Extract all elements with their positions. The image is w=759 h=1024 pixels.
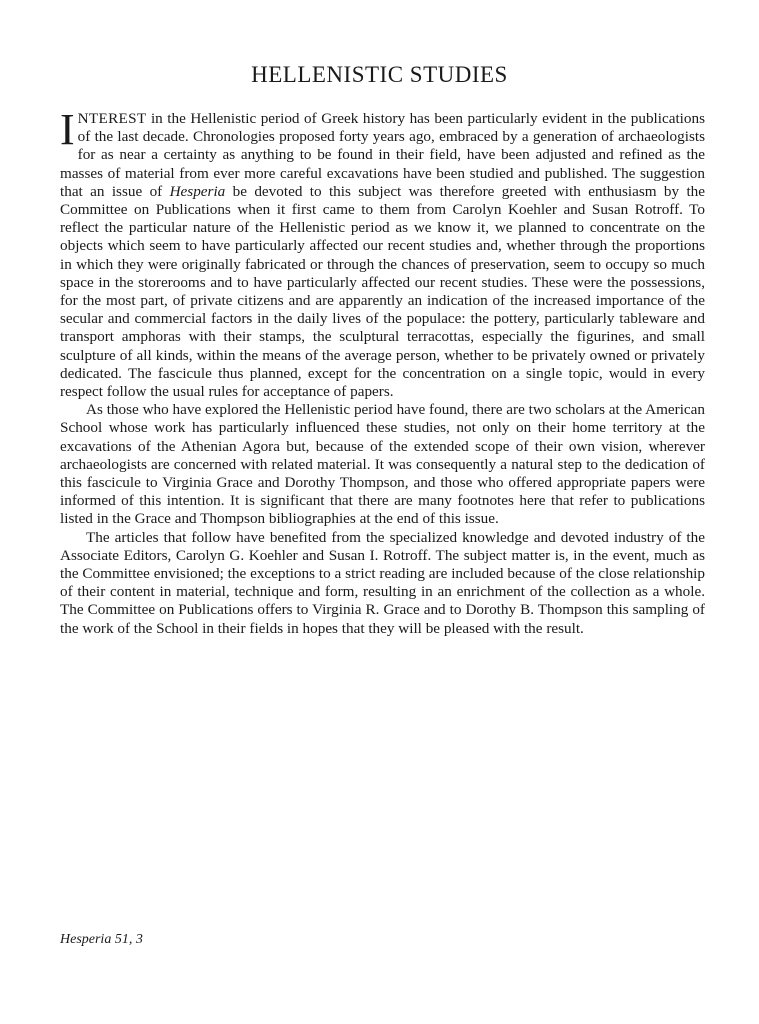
lead-word: NTEREST — [77, 110, 147, 127]
journal-citation: Hesperia 51, 3 — [60, 932, 143, 947]
drop-cap: I — [60, 105, 75, 154]
paragraph-3: The articles that follow have benefited from the specialized knowledge and devoted industry of the Associate Editors, Carolyn G. Koehler and Susan I. Rotroff. The subject matter is, in the event, much as the Committee envisioned; the exceptions to a strict reading are included because of the close relationship of their content in material, technique and form, resulting in an enrichment of the collection as a whole. The Committee on Publications offers to Virginia R. Grace and to Dorothy B. Thompson this sampling of the work of the School in their fields in hopes that they will be pleased with the result. — [60, 528, 705, 637]
paragraph-1 — [60, 105, 706, 401]
article-body — [60, 105, 706, 638]
paragraph-1-text-a: in the Hellenistic period of Greek history has been particularly evident in the publications of the last decade. Chronologies proposed forty years ago, embraced by a generation of archaeologists for as near a certainty as anything to be found in their field, have been adjusted and refined as the masses of material from ever more careful excavations have been studied and published. The suggestion that an issue of — [60, 110, 705, 200]
page-title: HELLENISTIC STUDIES — [251, 62, 508, 87]
paragraph-2: As those who have explored the Hellenistic period have found, there are two scholars at the American School whose work has particularly influenced these studies, not only on their home territory at the excavations of the Athenian Agora but, because of the extended scope of their own vision, wherever archaeologists are concerned with related material. It was consequently a natural step to the dedication of this fascicule to Virginia Grace and Dorothy Thompson, and those who offered appropriate papers were informed of this intention. It is significant that there are many footnotes here that refer to publications listed in the Grace and Thompson bibliographies at the end of this issue. — [60, 401, 705, 528]
journal-name: Hesperia — [169, 182, 226, 200]
paragraph-1-text-b: be devoted to this subject was therefore greeted with enthusiasm by the Committee on Publications when it first came to them from Carolyn Koehler and Susan Rotroff. To reflect the particular nature of the Hellenistic period as we know it, we planned to concentrate on the objects which seem to have particularly affected our recent studies and, whether through the proportions in which they were originally fabricated or through the chances of preservation, seem to occupy so much space in the storerooms and to have particularly affected our recent studies. These were the possessions, for the most part, of private citizens and are apparently an indication of the increased importance of the secular and commercial factors in the daily lives of the populace: the pottery, particularly tableware and transport amphoras with their stamps, the sculptural terracottas, especially the figurines, and small sculpture of all kinds, within the means of the average person, whether to be privately owned or privately dedicated. The fascicule thus planned, except for the concentration on a single topic, would in every respect follow the usual rules for acceptance of papers. — [60, 182, 706, 401]
